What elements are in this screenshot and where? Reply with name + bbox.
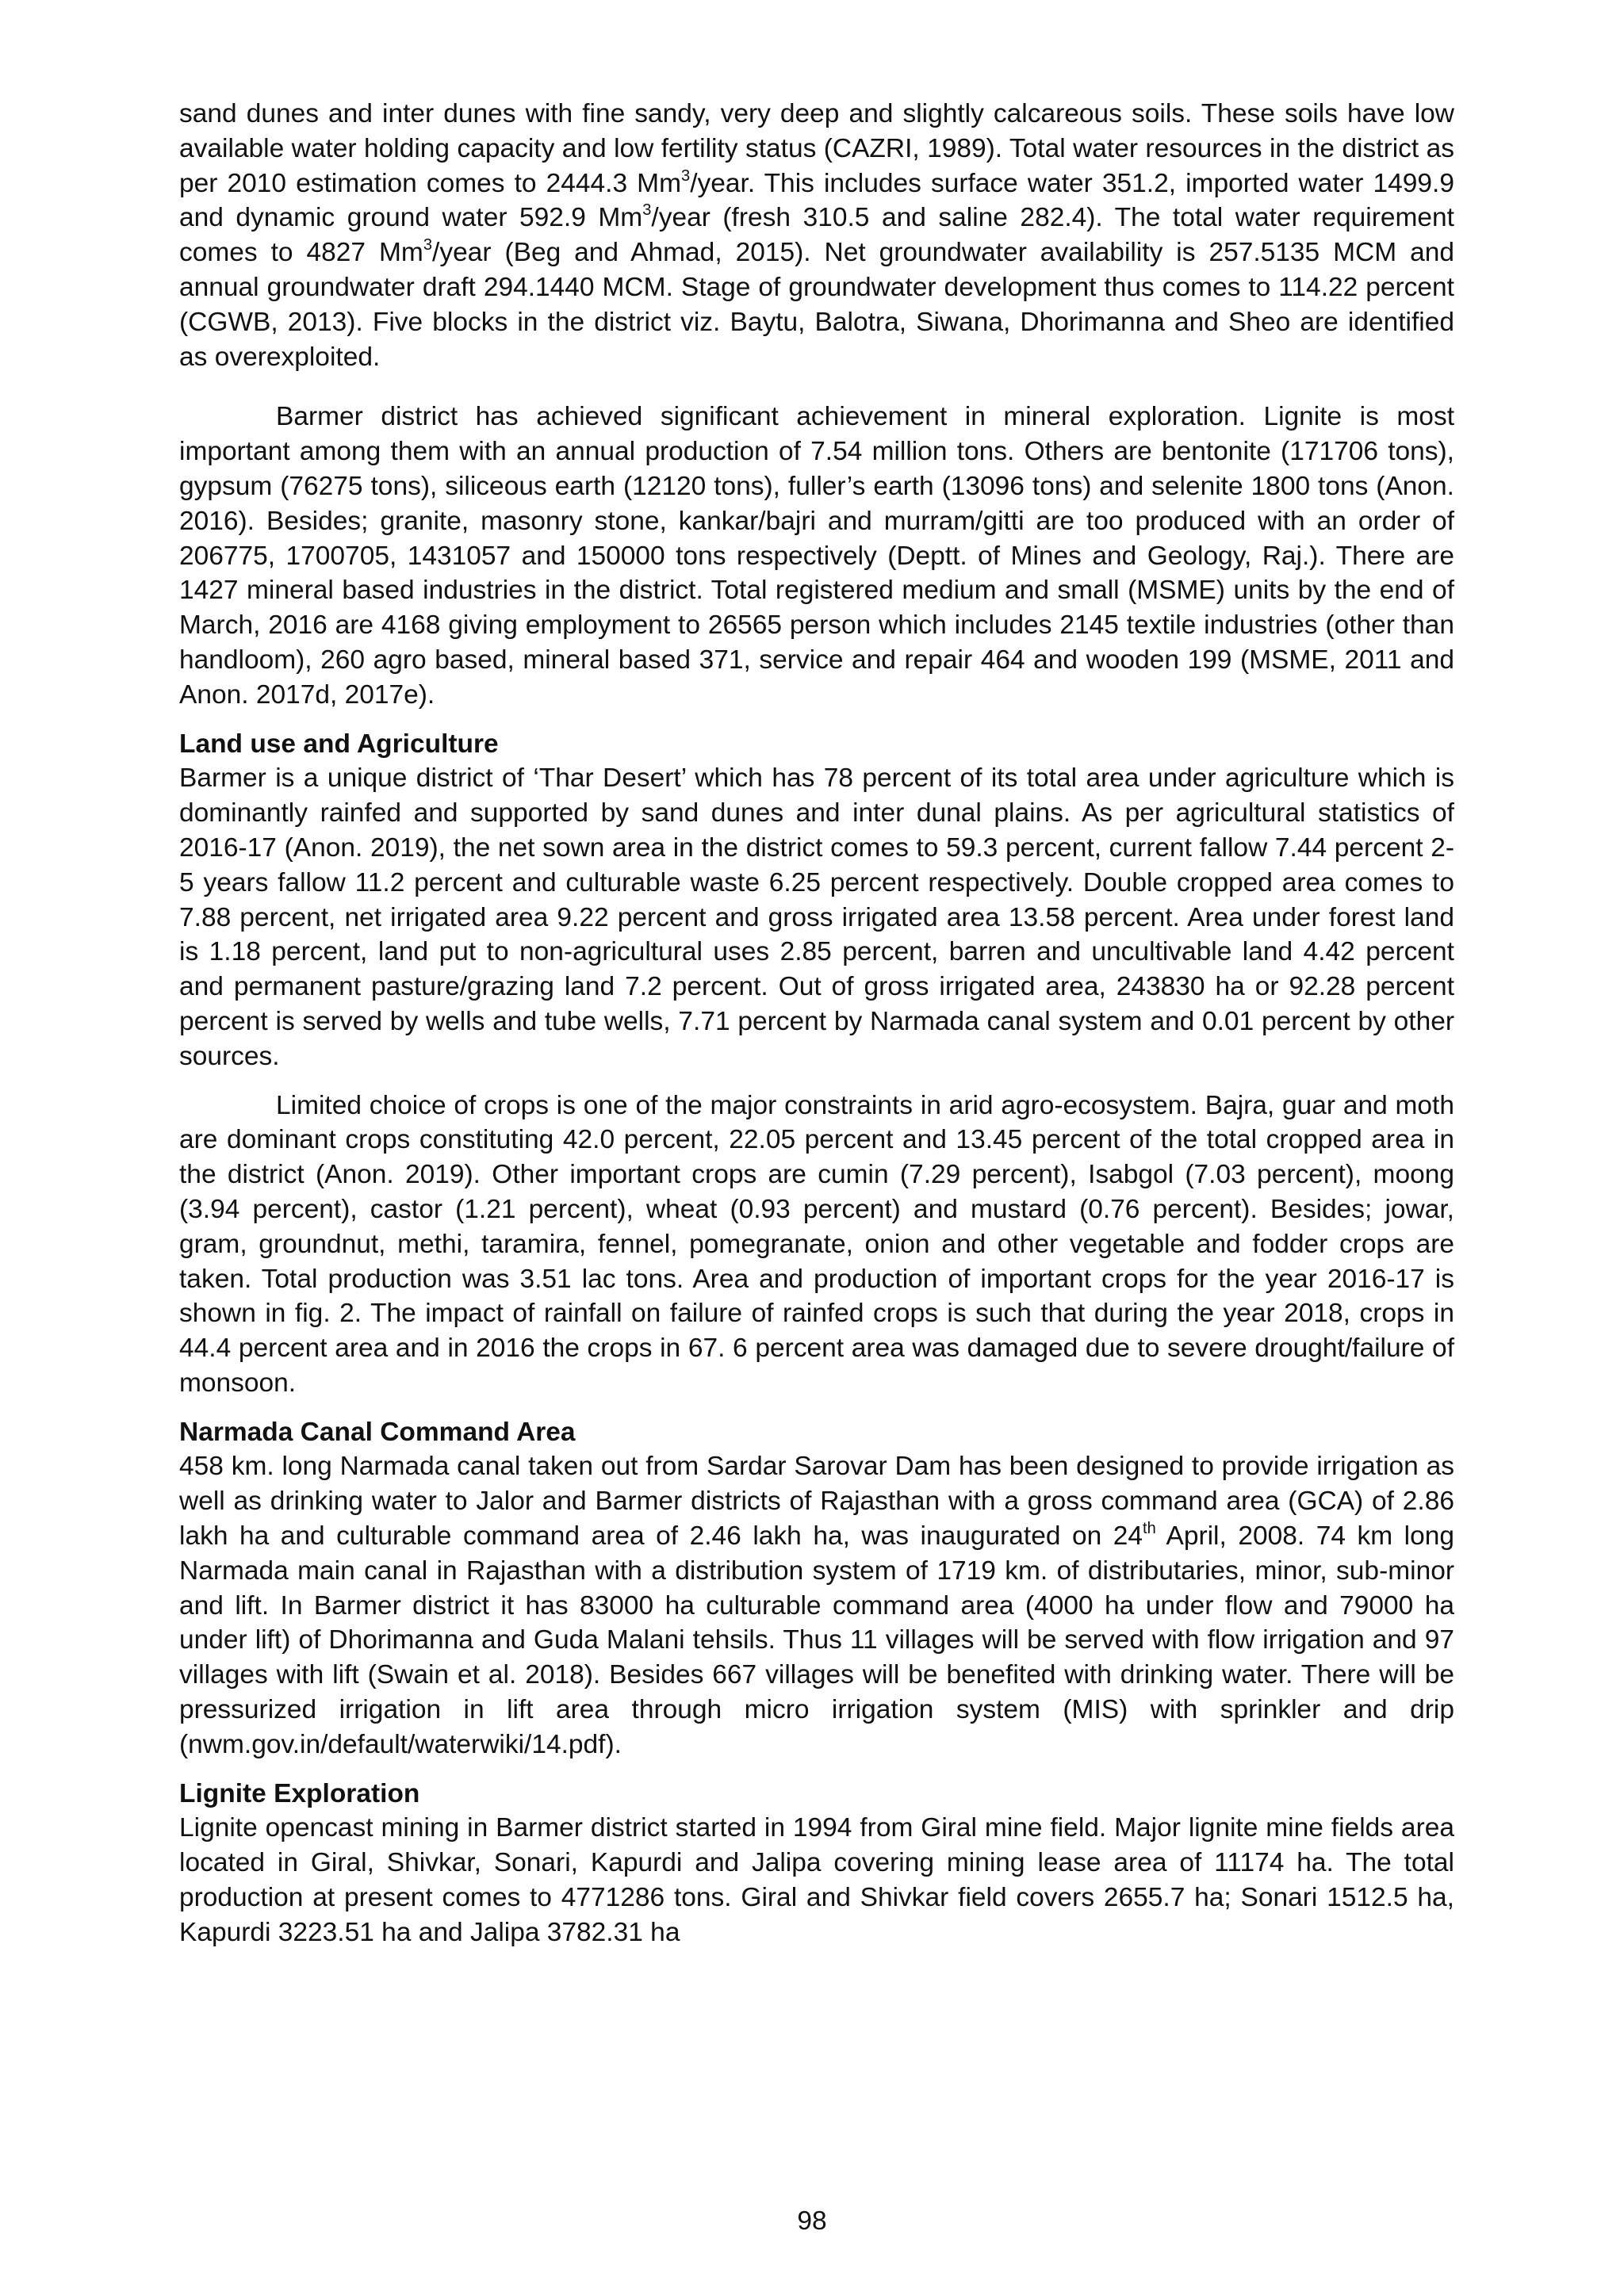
superscript: 3 [423,236,433,254]
text-run: /year (fresh 310.5 and saline 282.4). The total water requirement comes to 4827 Mm [179,203,1454,268]
superscript: th [1143,1520,1156,1538]
heading-lignite: Lignite Exploration [179,1778,420,1808]
text-run: /year (Beg and Ahmad, 2015). Net groundwater availability is 257.5135 MCM and annual groundwater draft 294.1440 MCM. Stage of groundwater development thus comes to 114.22 percent (CGWB, 2013). Five blocks in the district viz. Baytu, Balotra, Siwana, Dhorimanna and Sheo are identified as overexploited. [179,238,1454,372]
text-run: /year. This includes surface water 351.2, imported water 1499.9 and dynamic ground water 592.9 Mm [179,168,1454,233]
page-number: 98 [797,2206,827,2236]
heading-narmada: Narmada Canal Command Area [179,1417,576,1447]
text-run: April, 2008. 74 km long Narmada main canal in Rajasthan with a distribution system of 1719 km. of distributaries, minor, sub-minor and lift. In Barmer district it has 83000 ha culturable command area (4000 ha under flow and 79000 ha under lift) of Dhorimanna and Guda Malani tehsils. Thus 11 villages will be served with flow irrigation and 97 villages with lift (Swain et al. 2018). Besides 667 villages will be benefited with drinking water. There will be pressurized irrigation in lift area through micro irrigation system (MIS) with sprinkler and drip (nwm.gov.in/default/waterwiki/14.pdf). [179,1521,1454,1759]
text-run: 458 km. long Narmada canal taken out from Sardar Sarovar Dam has been designed to provide irrigation as well as drinking water to Jalor and Barmer districts of Rajasthan with a gross command area (GCA) of 2.86 lakh ha and culturable command area of 2.46 lakh ha, was inaugurated on 24 [179,1452,1454,1552]
superscript: 3 [642,201,652,220]
paragraph-land-use: Barmer is a unique district of ‘Thar Desert’ which has 78 percent of its total area under agriculture which is dominantly rainfed and supported by sand dunes and inter dunal plains. As per agricultural statistics of 2016-17 (Anon. 2019), the net sown area in the district comes to 59.3 percent, current fallow 7.44 percent 2-5 years fallow 11.2 percent and culturable waste 6.25 percent respectively. Double cropped area comes to 7.88 percent, net irrigated area 9.22 percent and gross irrigated area 13.58 percent. Area under forest land is 1.18 percent, land put to non-agricultural uses 2.85 percent, barren and uncultivable land 4.42 percent and permanent pasture/grazing land 7.2 percent. Out of gross irrigated area, 243830 ha or 92.28 percent percent is served by wells and tube wells, 7.71 percent by Narmada canal system and 0.01 percent by other sources. [179,763,1454,1071]
paragraph-water-resources [179,97,1454,374]
heading-land-use: Land use and Agriculture [179,729,499,759]
superscript: 3 [681,166,691,185]
paragraph-narmada [179,1449,1454,1762]
paragraph-mineral-exploration: Barmer district has achieved significant achievement in mineral exploration. Lignite is most important among them with an annual production of 7.54 million tons. Others are bentonite (171706 tons), gypsum (76275 tons), siliceous earth (12120 tons), fuller’s earth (13096 tons) and selenite 1800 tons (Anon. 2016). Besides; granite, masonry stone, kankar/bajri and murram/gitti are too produced with an order of 206775, 1700705, 1431057 and 150000 tons respectively (Deptt. of Mines and Geology, Raj.). There are 1427 mineral based industries in the district. Total registered medium and small (MSME) units by the end of March, 2016 are 4168 giving employment to 26565 person which includes 2145 textile industries (other than handloom), 260 agro based, mineral based 371, service and repair 464 and wooden 199 (MSME, 2011 and Anon. 2017d, 2017e). [179,402,1454,710]
paragraph-lignite: Lignite opencast mining in Barmer district started in 1994 from Giral mine field. Major lignite mine fields area located in Giral, Shivkar, Sonari, Kapurdi and Jalipa covering mining lease area of 11174 ha. The total production at present comes to 4771286 tons. Giral and Shivkar field covers 2655.7 ha; Sonari 1512.5 ha, Kapurdi 3223.51 ha and Jalipa 3782.31 ha [179,1813,1454,1947]
document-body [179,97,1454,1950]
text-run: sand dunes and inter dunes with fine sandy, very deep and slightly calcareous soils. These soils have low available water holding capacity and low fertility status (CAZRI, 1989). Total water resources in the district as per 2010 estimation comes to 2444.3 Mm [179,99,1454,198]
paragraph-crops: Limited choice of crops is one of the major constraints in arid agro-ecosystem. Bajra, guar and moth are dominant crops constituting 42.0 percent, 22.05 percent and 13.45 percent of the total cropped area in the district (Anon. 2019). Other important crops are cumin (7.29 percent), Isabgol (7.03 percent), moong (3.94 percent), castor (1.21 percent), wheat (0.93 percent) and mustard (0.76 percent). Besides; jowar, gram, groundnut, methi, taramira, fennel, pomegranate, onion and other vegetable and fodder crops are taken. Total production was 3.51 lac tons. Area and production of important crops for the year 2016-17 is shown in fig. 2. The impact of rainfall on failure of rainfed crops is such that during the year 2018, crops in 44.4 percent area and in 2016 the crops in 67. 6 percent area was damaged due to severe drought/failure of monsoon. [179,1090,1454,1398]
